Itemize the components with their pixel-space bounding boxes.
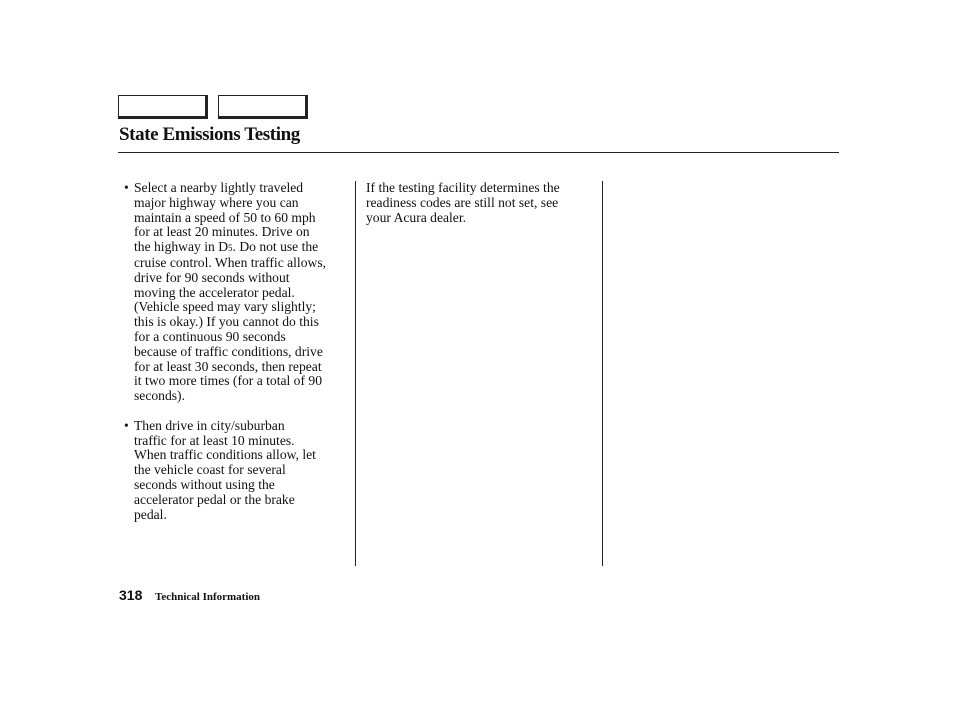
bullet-marker: • — [124, 180, 129, 195]
text-line: Select a nearby lightly traveled — [134, 180, 304, 195]
page-title: State Emissions Testing — [119, 124, 300, 145]
text-line: major highway where you can — [134, 194, 299, 210]
text-line: pedal. — [134, 506, 167, 522]
text-line: When traffic conditions allow, let — [134, 447, 316, 463]
next-page-button[interactable] — [218, 95, 308, 119]
text-line: seconds). — [134, 388, 185, 404]
text-line: it two more times (for a total of 90 — [134, 373, 323, 389]
text-line: moving the accelerator pedal. — [134, 284, 295, 300]
text-line: for at least 30 seconds, then repeat — [134, 358, 322, 374]
text-line: maintain a speed of 50 to 60 mph — [134, 209, 316, 225]
text-line: for at least 20 minutes. Drive on — [134, 224, 310, 240]
text-line: for a continuous 90 seconds — [134, 328, 286, 344]
previous-page-button[interactable] — [118, 95, 208, 119]
column-middle — [366, 181, 592, 225]
list-item — [124, 419, 350, 523]
text-line: If the testing facility determines the — [366, 180, 560, 195]
text-line: Then drive in city/suburban — [134, 417, 285, 433]
column-divider — [602, 181, 603, 566]
text-line: readiness codes are still not set, see — [366, 194, 559, 210]
text-line: the vehicle coast for several — [134, 462, 286, 478]
text-line: traffic for at least 10 minutes. — [134, 432, 295, 448]
text-line: accelerator pedal or the brake — [134, 491, 295, 507]
paragraph — [134, 419, 350, 523]
text-line: this is okay.) If you cannot do this — [134, 314, 319, 330]
text-line: seconds without using the — [134, 476, 275, 492]
title-divider — [118, 152, 839, 153]
section-name: Technical Information — [155, 591, 261, 603]
text-line: your Acura dealer. — [366, 209, 467, 225]
paragraph — [366, 181, 592, 225]
text-line: the highway in D5. Do not use the — [134, 239, 319, 255]
text-line: because of traffic conditions, drive — [134, 343, 323, 359]
column-left — [124, 181, 350, 537]
bullet-marker: • — [124, 417, 129, 433]
column-divider — [355, 181, 356, 566]
list-item — [124, 181, 350, 404]
paragraph — [134, 181, 350, 404]
page-number: 318 — [119, 587, 143, 603]
text-line: (Vehicle speed may vary slightly; — [134, 299, 316, 315]
text-line: cruise control. When traffic allows, — [134, 254, 327, 270]
text-line: drive for 90 seconds without — [134, 269, 290, 285]
